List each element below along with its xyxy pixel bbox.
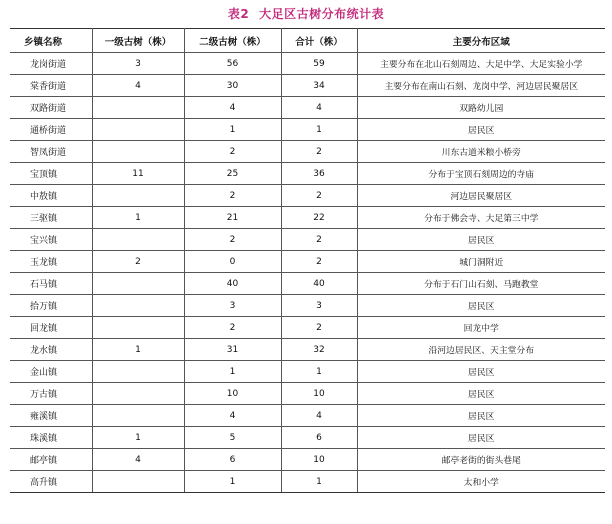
second-grade-count-cell: 31 xyxy=(184,339,281,361)
town-cell: 棠香街道 xyxy=(10,75,92,97)
first-grade-count-cell: 2 xyxy=(92,251,184,273)
first-grade-count-cell: 4 xyxy=(92,75,184,97)
first-grade-count-cell xyxy=(92,119,184,141)
second-grade-count-cell: 2 xyxy=(184,317,281,339)
town-cell: 智凤街道 xyxy=(10,141,92,163)
table-row xyxy=(10,449,605,471)
first-grade-count-cell: 1 xyxy=(92,339,184,361)
total-count-cell: 32 xyxy=(281,339,357,361)
second-grade-count-cell: 1 xyxy=(184,119,281,141)
first-grade-count-cell: 4 xyxy=(92,449,184,471)
total-count-cell: 6 xyxy=(281,427,357,449)
second-grade-count-cell: 4 xyxy=(184,97,281,119)
town-cell: 回龙镇 xyxy=(10,317,92,339)
total-count-cell: 1 xyxy=(281,119,357,141)
second-grade-count-cell: 5 xyxy=(184,427,281,449)
total-count-cell: 2 xyxy=(281,251,357,273)
second-grade-count-cell: 2 xyxy=(184,185,281,207)
table-row xyxy=(10,251,605,273)
second-grade-count-cell: 10 xyxy=(184,383,281,405)
town-cell: 宝顶镇 xyxy=(10,163,92,185)
table-title: 大足区古树分布统计表 xyxy=(259,7,385,21)
second-grade-count-cell: 4 xyxy=(184,405,281,427)
table-row xyxy=(10,273,605,295)
town-cell: 金山镇 xyxy=(10,361,92,383)
total-count-cell: 59 xyxy=(281,53,357,75)
first-grade-count-cell xyxy=(92,361,184,383)
distribution-area-cell: 太和小学 xyxy=(357,471,605,493)
column-header-first-grade: 一级古树（株） xyxy=(92,29,184,53)
total-count-cell: 1 xyxy=(281,471,357,493)
distribution-area-cell: 居民区 xyxy=(357,229,605,251)
second-grade-count-cell: 21 xyxy=(184,207,281,229)
first-grade-count-cell: 1 xyxy=(92,207,184,229)
town-cell: 龙水镇 xyxy=(10,339,92,361)
distribution-area-cell: 居民区 xyxy=(357,361,605,383)
second-grade-count-cell: 1 xyxy=(184,361,281,383)
first-grade-count-cell xyxy=(92,317,184,339)
town-cell: 拾万镇 xyxy=(10,295,92,317)
second-grade-count-cell: 6 xyxy=(184,449,281,471)
total-count-cell: 2 xyxy=(281,229,357,251)
first-grade-count-cell: 11 xyxy=(92,163,184,185)
total-count-cell: 40 xyxy=(281,273,357,295)
second-grade-count-cell: 3 xyxy=(184,295,281,317)
town-cell: 双路街道 xyxy=(10,97,92,119)
distribution-area-cell: 居民区 xyxy=(357,427,605,449)
table-row xyxy=(10,427,605,449)
first-grade-count-cell xyxy=(92,471,184,493)
distribution-area-cell: 沿河边居民区、天主堂分布 xyxy=(357,339,605,361)
second-grade-count-cell: 25 xyxy=(184,163,281,185)
distribution-area-cell: 城门洞附近 xyxy=(357,251,605,273)
distribution-area-cell: 分布于宝顶石刻周边的寺庙 xyxy=(357,163,605,185)
first-grade-count-cell xyxy=(92,383,184,405)
distribution-area-cell: 邮亭老街的街头巷尾 xyxy=(357,449,605,471)
total-count-cell: 2 xyxy=(281,317,357,339)
total-count-cell: 1 xyxy=(281,361,357,383)
total-count-cell: 3 xyxy=(281,295,357,317)
column-header-town: 乡镇名称 xyxy=(10,29,92,53)
town-cell: 宝兴镇 xyxy=(10,229,92,251)
total-count-cell: 34 xyxy=(281,75,357,97)
town-cell: 邮亭镇 xyxy=(10,449,92,471)
town-cell: 万古镇 xyxy=(10,383,92,405)
second-grade-count-cell: 2 xyxy=(184,141,281,163)
distribution-area-cell: 居民区 xyxy=(357,119,605,141)
town-cell: 通桥街道 xyxy=(10,119,92,141)
table-row xyxy=(10,207,605,229)
column-header-second-grade: 二级古树（株） xyxy=(184,29,281,53)
distribution-area-cell: 川东古道米粮小桥旁 xyxy=(357,141,605,163)
ancient-tree-statistics-table xyxy=(10,28,605,493)
distribution-area-cell: 分布于佛会寺、大足第三中学 xyxy=(357,207,605,229)
distribution-area-cell: 主要分布在北山石刻周边、大足中学、大足实验小学 xyxy=(357,53,605,75)
first-grade-count-cell xyxy=(92,141,184,163)
table-row xyxy=(10,405,605,427)
first-grade-count-cell xyxy=(92,295,184,317)
table-row xyxy=(10,383,605,405)
total-count-cell: 4 xyxy=(281,97,357,119)
distribution-area-cell: 分布于石门山石刻、马跑教堂 xyxy=(357,273,605,295)
total-count-cell: 36 xyxy=(281,163,357,185)
distribution-area-cell: 居民区 xyxy=(357,405,605,427)
town-cell: 玉龙镇 xyxy=(10,251,92,273)
town-cell: 中敖镇 xyxy=(10,185,92,207)
town-cell: 石马镇 xyxy=(10,273,92,295)
first-grade-count-cell: 3 xyxy=(92,53,184,75)
second-grade-count-cell: 56 xyxy=(184,53,281,75)
town-cell: 珠溪镇 xyxy=(10,427,92,449)
table-row xyxy=(10,75,605,97)
table-row xyxy=(10,53,605,75)
table-row xyxy=(10,471,605,493)
total-count-cell: 22 xyxy=(281,207,357,229)
table-row xyxy=(10,119,605,141)
table-caption xyxy=(0,5,612,22)
table-row xyxy=(10,185,605,207)
first-grade-count-cell xyxy=(92,185,184,207)
total-count-cell: 10 xyxy=(281,383,357,405)
second-grade-count-cell: 2 xyxy=(184,229,281,251)
second-grade-count-cell: 0 xyxy=(184,251,281,273)
distribution-area-cell: 河边居民聚居区 xyxy=(357,185,605,207)
second-grade-count-cell: 1 xyxy=(184,471,281,493)
column-header-total: 合计（株） xyxy=(281,29,357,53)
table-row xyxy=(10,163,605,185)
second-grade-count-cell: 30 xyxy=(184,75,281,97)
second-grade-count-cell: 40 xyxy=(184,273,281,295)
total-count-cell: 4 xyxy=(281,405,357,427)
first-grade-count-cell: 1 xyxy=(92,427,184,449)
town-cell: 龙岗街道 xyxy=(10,53,92,75)
town-cell: 高升镇 xyxy=(10,471,92,493)
table-row xyxy=(10,141,605,163)
table-row xyxy=(10,295,605,317)
total-count-cell: 2 xyxy=(281,185,357,207)
table-number: 表2 xyxy=(227,7,250,21)
table-row xyxy=(10,229,605,251)
first-grade-count-cell xyxy=(92,405,184,427)
distribution-area-cell: 居民区 xyxy=(357,383,605,405)
table-row xyxy=(10,339,605,361)
distribution-area-cell: 居民区 xyxy=(357,295,605,317)
table-header-row xyxy=(10,29,605,53)
table-body xyxy=(10,53,605,493)
total-count-cell: 2 xyxy=(281,141,357,163)
first-grade-count-cell xyxy=(92,97,184,119)
table-row xyxy=(10,97,605,119)
town-cell: 三驱镇 xyxy=(10,207,92,229)
town-cell: 雍溪镇 xyxy=(10,405,92,427)
table-row xyxy=(10,361,605,383)
distribution-area-cell: 双路幼儿园 xyxy=(357,97,605,119)
first-grade-count-cell xyxy=(92,229,184,251)
table-row xyxy=(10,317,605,339)
distribution-area-cell: 主要分布在南山石刻、龙岗中学、河边居民聚居区 xyxy=(357,75,605,97)
total-count-cell: 10 xyxy=(281,449,357,471)
column-header-distribution: 主要分布区域 xyxy=(357,29,605,53)
first-grade-count-cell xyxy=(92,273,184,295)
distribution-area-cell: 回龙中学 xyxy=(357,317,605,339)
